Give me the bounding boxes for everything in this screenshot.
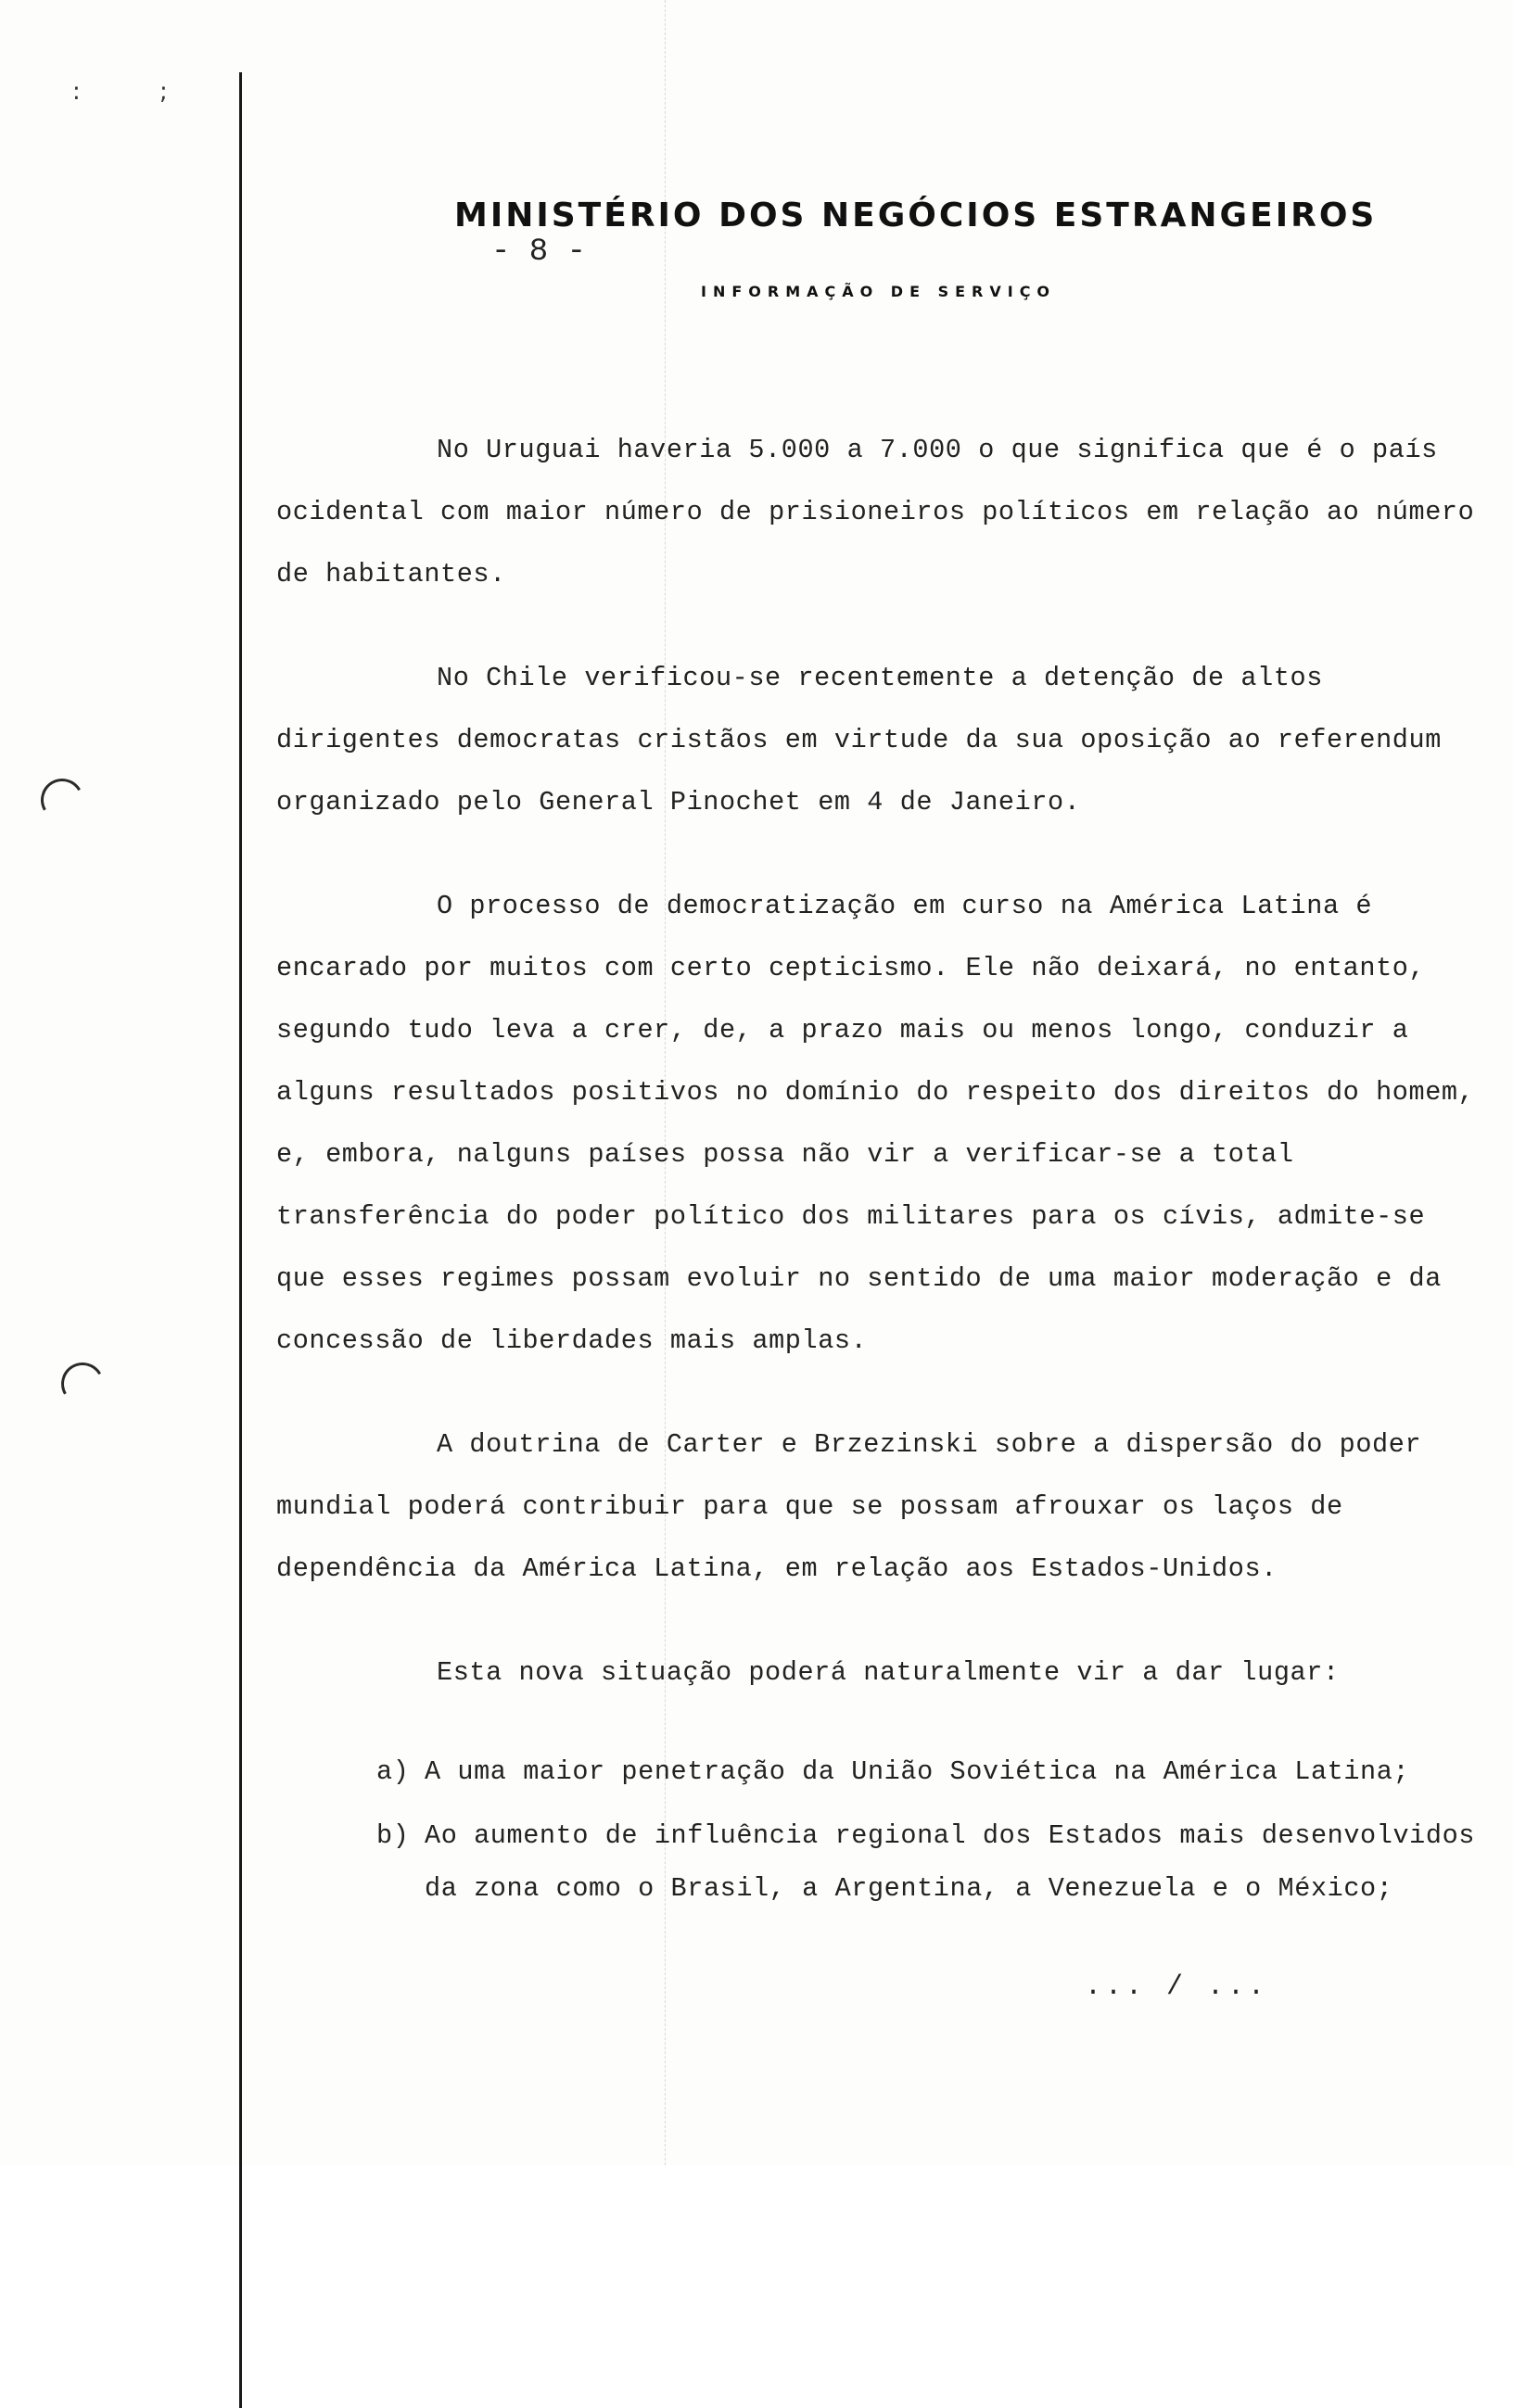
speck-mark: ;: [159, 78, 168, 106]
page-number: - 8 -: [491, 234, 587, 270]
paragraph: No Chile verificou-se recentemente a detenção de altos dirigentes democratas cristãos em virtude da sua oposição ao referendum organizado pelo General Pinochet em 4 de Janeiro.: [276, 663, 1442, 817]
list-item-text: A uma maior penetração da União Soviética na América Latina;: [425, 1756, 1410, 1787]
document-body: [276, 419, 1481, 1926]
speck-mark: :: [72, 78, 81, 106]
list-item: [276, 1809, 1481, 1915]
punch-hole-icon: [57, 1358, 108, 1410]
list-item-text: Ao aumento de influência regional dos Estados mais desenvolvidos da zona como o Brasil, a Argentina, a Venezuela e o México;: [425, 1820, 1475, 1904]
ministry-title: MINISTÉRIO DOS NEGÓCIOS ESTRANGEIROS: [454, 196, 1378, 234]
paragraph: No Uruguai haveria 5.000 a 7.000 o que significa que é o país ocidental com maior número de prisioneiros políticos em relação ao número de habitantes.: [276, 435, 1475, 589]
left-margin-rule: [239, 72, 242, 2408]
list-marker: a): [376, 1756, 410, 1787]
paragraph: A doutrina de Carter e Brzezinski sobre a dispersão do poder mundial poderá contribuir para que se possam afrouxar os laços de dependência da América Latina, em relação aos Estados-Unidos.: [276, 1429, 1422, 1584]
list-item: [276, 1745, 1481, 1798]
paragraph: Esta nova situação poderá naturalmente vir a dar lugar:: [437, 1657, 1340, 1688]
punch-hole-icon: [36, 774, 88, 826]
list-marker: b): [376, 1820, 410, 1851]
continuation-mark: ... / ...: [1085, 1971, 1269, 2003]
letterhead-subtitle: INFORMAÇÃO DE SERVIÇO: [701, 283, 1057, 300]
consequence-list: [276, 1745, 1481, 1915]
paragraph: O processo de democratização em curso na América Latina é encarado por muitos com certo cepticismo. Ele não deixará, no entanto, segundo tudo leva a crer, de, a prazo mais ou menos longo, conduzir a alguns resultados positivos no domínio do respeito dos direitos do homem, e, embora, nalguns países possa não vir a verificar-se a total transferência do poder político dos militares para os cívis, admite-se que esses regimes possam evoluir no sentido de uma maior moderação e da concessão de liberdades mais amplas.: [276, 891, 1475, 1356]
letterhead: [454, 196, 1474, 300]
